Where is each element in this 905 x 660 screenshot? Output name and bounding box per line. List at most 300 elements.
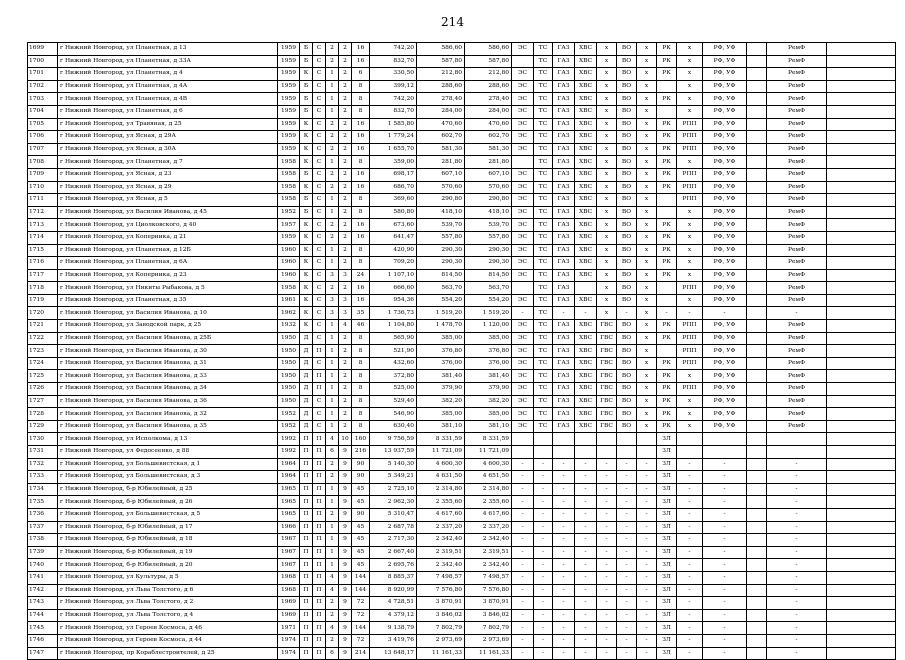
- cell-hot-water: х: [637, 43, 657, 56]
- cell-apartments: 8: [352, 156, 370, 169]
- cell-hot-water: х: [637, 282, 657, 295]
- cell-residential-area: 570,60: [465, 181, 512, 194]
- cell-wall-material: Б: [300, 80, 313, 93]
- cell-entrances: 1: [326, 483, 339, 496]
- cell-sewage: -: [617, 534, 637, 547]
- cell-apartments: 16: [352, 118, 370, 131]
- cell-maintenance-code: ЗЛ: [657, 546, 677, 559]
- cell-maintenance-code: -: [657, 307, 677, 320]
- cell-sewage: ВО: [617, 294, 637, 307]
- table-row: [28, 420, 896, 433]
- cell-apartments: 16: [352, 231, 370, 244]
- cell-total-area: 742,20: [370, 43, 417, 56]
- cell-residential-area: 4 651,50: [465, 471, 512, 484]
- cell-gas: ГАЗ: [553, 395, 575, 408]
- cell-heating: ТС: [534, 357, 553, 370]
- cell-floor-type: С: [313, 244, 326, 257]
- cell-floor-type: П: [313, 496, 326, 509]
- cell-address: г Нижний Новгород, ул Планетная, д 6А: [58, 257, 278, 270]
- cell-address: г Нижний Новгород, ул Коперника, д 23: [58, 269, 278, 282]
- cell-apartments: 16: [352, 219, 370, 232]
- cell-hot-water-flag: х: [597, 307, 617, 320]
- cell-hot-water-flag: х: [597, 143, 617, 156]
- cell-electric-supply: -: [512, 483, 534, 496]
- cell-wall-material: Б: [300, 55, 313, 68]
- cell-year-built: 1971: [278, 622, 300, 635]
- cell-funding-type: РФ, УФ: [703, 43, 747, 56]
- cell-row-number: 1724: [28, 357, 58, 370]
- cell-maintenance-code: РК: [657, 43, 677, 56]
- cell-address: г Нижний Новгород, пр Кораблестроителей, д 25: [58, 647, 278, 660]
- cell-sewage: ВО: [617, 231, 637, 244]
- cell-hot-water: -: [637, 634, 657, 647]
- cell-address: г Нижний Новгород, б-р Юбилейный, д 17: [58, 521, 278, 534]
- cell-living-area: 814,50: [417, 269, 465, 282]
- cell-electric-supply: ЭС: [512, 269, 534, 282]
- cell-floors: 2: [339, 43, 352, 56]
- cell-entrances: 1: [326, 395, 339, 408]
- cell-floor-type: П: [313, 647, 326, 660]
- cell-hot-water: -: [637, 622, 657, 635]
- cell-apartments: 24: [352, 269, 370, 282]
- cell-residential-area: 602,70: [465, 131, 512, 144]
- cell-living-area: 379,90: [417, 383, 465, 396]
- cell-residential-area: 381,10: [465, 420, 512, 433]
- cell-hot-water-flag: -: [597, 647, 617, 660]
- cell-hot-water: -: [637, 496, 657, 509]
- cell-residential-area: 7 576,80: [465, 584, 512, 597]
- cell-apartments: 144: [352, 622, 370, 635]
- cell-living-area: 1 478,70: [417, 320, 465, 333]
- cell-sewage: ВО: [617, 168, 637, 181]
- cell-living-area: 290,30: [417, 244, 465, 257]
- cell-electric-supply: [512, 446, 534, 459]
- cell-address: г Нижний Новгород, ул Василия Иванова, д 31: [58, 357, 278, 370]
- cell-living-area: 4 631,50: [417, 471, 465, 484]
- cell-entrances: 1: [326, 80, 339, 93]
- cell-empty-col: [747, 118, 767, 131]
- cell-floors: 2: [339, 55, 352, 68]
- cell-address: г Нижний Новгород, ул Ясная, д 30А: [58, 143, 278, 156]
- cell-repair-fund: РемФ: [767, 143, 827, 156]
- cell-heat-supply: х: [677, 206, 703, 219]
- table-row: [28, 143, 896, 156]
- cell-floor-type: С: [313, 206, 326, 219]
- cell-row-number: 1747: [28, 647, 58, 660]
- cell-wall-material: Б: [300, 93, 313, 106]
- cell-heat-supply: РПП: [677, 320, 703, 333]
- cell-hot-water-flag: -: [597, 521, 617, 534]
- cell-apartments: 16: [352, 55, 370, 68]
- cell-apartments: 16: [352, 143, 370, 156]
- cell-living-area: 2 319,51: [417, 546, 465, 559]
- cell-heating: -: [534, 647, 553, 660]
- cell-heat-supply: х: [677, 80, 703, 93]
- cell-note: [827, 219, 896, 232]
- cell-funding-type: -: [703, 534, 747, 547]
- cell-heating: -: [534, 483, 553, 496]
- cell-electric-supply: -: [512, 622, 534, 635]
- cell-hot-water: х: [637, 219, 657, 232]
- cell-empty-col: [747, 597, 767, 610]
- cell-repair-fund: -: [767, 471, 827, 484]
- cell-residential-area: 587,80: [465, 55, 512, 68]
- cell-living-area: 2 314,80: [417, 483, 465, 496]
- cell-empty-col: [747, 609, 767, 622]
- cell-row-number: 1735: [28, 496, 58, 509]
- cell-apartments: 8: [352, 206, 370, 219]
- cell-hot-water: х: [637, 68, 657, 81]
- cell-floor-type: С: [313, 55, 326, 68]
- cell-sewage: -: [617, 584, 637, 597]
- cell-apartments: 16: [352, 43, 370, 56]
- cell-maintenance-code: ЗЛ: [657, 634, 677, 647]
- cell-total-area: 529,40: [370, 395, 417, 408]
- cell-note: [827, 282, 896, 295]
- cell-heat-supply: х: [677, 370, 703, 383]
- cell-living-area: 539,70: [417, 219, 465, 232]
- cell-floor-type: П: [313, 471, 326, 484]
- cell-living-area: 4 600,30: [417, 458, 465, 471]
- cell-note: [827, 357, 896, 370]
- cell-floors: 2: [339, 420, 352, 433]
- cell-electric-supply: ЭС: [512, 395, 534, 408]
- cell-heating: -: [534, 496, 553, 509]
- cell-heat-supply: РПП: [677, 181, 703, 194]
- cell-hot-water: х: [637, 118, 657, 131]
- cell-funding-type: РФ, УФ: [703, 282, 747, 295]
- cell-row-number: 1700: [28, 55, 58, 68]
- table-row: [28, 534, 896, 547]
- cell-note: [827, 307, 896, 320]
- cell-repair-fund: РемФ: [767, 320, 827, 333]
- cell-residential-area: 385,00: [465, 408, 512, 421]
- cell-hot-water-flag: х: [597, 131, 617, 144]
- cell-empty-col: [747, 395, 767, 408]
- cell-note: [827, 546, 896, 559]
- cell-residential-area: 385,00: [465, 332, 512, 345]
- cell-maintenance-code: РК: [657, 181, 677, 194]
- cell-sewage: -: [617, 471, 637, 484]
- cell-gas: ГАЗ: [553, 357, 575, 370]
- table-row: [28, 622, 896, 635]
- cell-funding-type: РФ, УФ: [703, 320, 747, 333]
- cell-total-area: 432,60: [370, 357, 417, 370]
- cell-heat-supply: х: [677, 269, 703, 282]
- cell-year-built: 1959: [278, 55, 300, 68]
- cell-funding-type: -: [703, 622, 747, 635]
- cell-empty-col: [747, 634, 767, 647]
- cell-empty-col: [747, 156, 767, 169]
- cell-repair-fund: -: [767, 559, 827, 572]
- cell-wall-material: П: [300, 584, 313, 597]
- table-row: [28, 634, 896, 647]
- cell-hot-water: х: [637, 345, 657, 358]
- cell-repair-fund: -: [767, 609, 827, 622]
- cell-heating: ТС: [534, 156, 553, 169]
- table-row: [28, 496, 896, 509]
- cell-address: г Нижний Новгород, ул Василия Иванова, д 30: [58, 345, 278, 358]
- cell-note: [827, 231, 896, 244]
- table-row: [28, 118, 896, 131]
- cell-wall-material: К: [300, 244, 313, 257]
- cell-floor-type: П: [313, 634, 326, 647]
- cell-hot-water: -: [637, 597, 657, 610]
- cell-year-built: 1961: [278, 294, 300, 307]
- cell-heating: -: [534, 571, 553, 584]
- cell-floors: 2: [339, 231, 352, 244]
- cell-apartments: 16: [352, 181, 370, 194]
- cell-heating: ТС: [534, 269, 553, 282]
- cell-floor-type: С: [313, 93, 326, 106]
- cell-heat-supply: х: [677, 55, 703, 68]
- cell-living-area: 284,00: [417, 105, 465, 118]
- cell-gas: -: [553, 471, 575, 484]
- cell-address: г Нижний Новгород, ул Ясная, д 23: [58, 168, 278, 181]
- cell-hot-water-flag: х: [597, 257, 617, 270]
- cell-cold-water: -: [575, 307, 597, 320]
- cell-heat-supply: -: [677, 647, 703, 660]
- cell-hot-water: х: [637, 383, 657, 396]
- cell-entrances: 2: [326, 168, 339, 181]
- cell-entrances: 1: [326, 194, 339, 207]
- cell-year-built: 1992: [278, 446, 300, 459]
- cell-sewage: ВО: [617, 395, 637, 408]
- cell-empty-col: [747, 93, 767, 106]
- cell-electric-supply: -: [512, 634, 534, 647]
- cell-funding-type: -: [703, 647, 747, 660]
- cell-repair-fund: -: [767, 496, 827, 509]
- cell-funding-type: РФ, УФ: [703, 105, 747, 118]
- cell-funding-type: -: [703, 571, 747, 584]
- cell-year-built: 1969: [278, 597, 300, 610]
- cell-apartments: 35: [352, 307, 370, 320]
- table-row: [28, 105, 896, 118]
- cell-hot-water-flag: -: [597, 508, 617, 521]
- cell-floor-type: П: [313, 622, 326, 635]
- cell-floors: 2: [339, 194, 352, 207]
- cell-electric-supply: ЭС: [512, 408, 534, 421]
- cell-row-number: 1711: [28, 194, 58, 207]
- cell-hot-water-flag: ГВС: [597, 345, 617, 358]
- cell-year-built: 1968: [278, 571, 300, 584]
- cell-repair-fund: РемФ: [767, 294, 827, 307]
- cell-apartments: 8: [352, 194, 370, 207]
- cell-heating: ТС: [534, 257, 553, 270]
- cell-residential-area: 554,20: [465, 294, 512, 307]
- cell-hot-water-flag: х: [597, 282, 617, 295]
- cell-floor-type: С: [313, 231, 326, 244]
- table-row: [28, 181, 896, 194]
- table-row: [28, 307, 896, 320]
- cell-repair-fund: РемФ: [767, 55, 827, 68]
- cell-row-number: 1718: [28, 282, 58, 295]
- cell-row-number: 1734: [28, 483, 58, 496]
- table-row: [28, 231, 896, 244]
- table-row: [28, 521, 896, 534]
- cell-living-area: 587,80: [417, 55, 465, 68]
- cell-sewage: ВО: [617, 105, 637, 118]
- cell-floor-type: С: [313, 294, 326, 307]
- cell-living-area: 278,40: [417, 93, 465, 106]
- cell-entrances: 6: [326, 446, 339, 459]
- cell-cold-water: ХВС: [575, 320, 597, 333]
- cell-hot-water: -: [637, 471, 657, 484]
- cell-note: [827, 420, 896, 433]
- cell-address: г Нижний Новгород, ул Героев Космоса, д 46: [58, 622, 278, 635]
- cell-entrances: 4: [326, 584, 339, 597]
- cell-heating: ТС: [534, 282, 553, 295]
- cell-floor-type: П: [313, 508, 326, 521]
- cell-maintenance-code: ЗЛ: [657, 483, 677, 496]
- cell-floor-type: П: [313, 597, 326, 610]
- cell-sewage: -: [617, 571, 637, 584]
- cell-cold-water: -: [575, 584, 597, 597]
- cell-empty-col: [747, 357, 767, 370]
- cell-entrances: 1: [326, 105, 339, 118]
- housing-registry-table: [27, 42, 896, 660]
- cell-note: [827, 143, 896, 156]
- cell-repair-fund: -: [767, 597, 827, 610]
- cell-entrances: 1: [326, 357, 339, 370]
- table-row: [28, 546, 896, 559]
- cell-funding-type: РФ, УФ: [703, 408, 747, 421]
- cell-living-area: 385,00: [417, 408, 465, 421]
- cell-gas: -: [553, 647, 575, 660]
- cell-row-number: 1738: [28, 534, 58, 547]
- cell-total-area: 2 667,40: [370, 546, 417, 559]
- cell-hot-water: х: [637, 395, 657, 408]
- cell-address: г Нижний Новгород, ул Василия Иванова, д 34: [58, 383, 278, 396]
- cell-heating: ТС: [534, 143, 553, 156]
- cell-address: г Нижний Новгород, ул Ясная, д 29А: [58, 131, 278, 144]
- cell-note: [827, 269, 896, 282]
- cell-address: г Нижний Новгород, ул Большевистская, д 3: [58, 471, 278, 484]
- cell-cold-water: ХВС: [575, 43, 597, 56]
- cell-heating: ТС: [534, 320, 553, 333]
- cell-wall-material: П: [300, 597, 313, 610]
- table-row: [28, 345, 896, 358]
- cell-hot-water-flag: ГВС: [597, 357, 617, 370]
- cell-electric-supply: ЭС: [512, 345, 534, 358]
- cell-funding-type: РФ, УФ: [703, 219, 747, 232]
- cell-gas: ГАЗ: [553, 332, 575, 345]
- cell-cold-water: -: [575, 634, 597, 647]
- cell-sewage: ВО: [617, 219, 637, 232]
- cell-repair-fund: РемФ: [767, 332, 827, 345]
- cell-cold-water: ХВС: [575, 332, 597, 345]
- cell-address: г Нижний Новгород, ул Планетная, д 7: [58, 156, 278, 169]
- cell-heat-supply: -: [677, 534, 703, 547]
- table-row: [28, 219, 896, 232]
- cell-wall-material: К: [300, 294, 313, 307]
- cell-gas: ГАЗ: [553, 420, 575, 433]
- cell-sewage: ВО: [617, 131, 637, 144]
- cell-heating: ТС: [534, 68, 553, 81]
- cell-year-built: 1962: [278, 307, 300, 320]
- cell-heating: -: [534, 584, 553, 597]
- cell-hot-water: х: [637, 181, 657, 194]
- cell-wall-material: П: [300, 634, 313, 647]
- cell-sewage: ВО: [617, 55, 637, 68]
- cell-address: г Нижний Новгород, б-р Юбилейный, д 25: [58, 483, 278, 496]
- cell-hot-water-flag: х: [597, 168, 617, 181]
- cell-empty-col: [747, 219, 767, 232]
- cell-floors: 2: [339, 105, 352, 118]
- cell-total-area: 13 648,17: [370, 647, 417, 660]
- cell-hot-water: х: [637, 244, 657, 257]
- cell-sewage: ВО: [617, 332, 637, 345]
- cell-address: г Нижний Новгород, ул Большевистская, д 1: [58, 458, 278, 471]
- cell-total-area: 5 140,30: [370, 458, 417, 471]
- cell-cold-water: ХВС: [575, 80, 597, 93]
- cell-heat-supply: РПП: [677, 168, 703, 181]
- cell-hot-water-flag: х: [597, 156, 617, 169]
- cell-entrances: 2: [326, 471, 339, 484]
- cell-floors: 10: [339, 433, 352, 446]
- cell-entrances: 1: [326, 332, 339, 345]
- table-row: [28, 332, 896, 345]
- cell-row-number: 1739: [28, 546, 58, 559]
- cell-address: г Нижний Новгород, ул Культуры, д 5: [58, 571, 278, 584]
- cell-repair-fund: РемФ: [767, 93, 827, 106]
- cell-residential-area: 7 498,57: [465, 571, 512, 584]
- cell-entrances: 3: [326, 269, 339, 282]
- cell-entrances: 1: [326, 420, 339, 433]
- cell-floor-type: С: [313, 257, 326, 270]
- cell-total-area: 1 104,80: [370, 320, 417, 333]
- cell-wall-material: К: [300, 131, 313, 144]
- cell-residential-area: 2 337,20: [465, 521, 512, 534]
- cell-cold-water: ХВС: [575, 219, 597, 232]
- cell-maintenance-code: ЗЛ: [657, 559, 677, 572]
- cell-cold-water: -: [575, 534, 597, 547]
- cell-floors: 2: [339, 143, 352, 156]
- cell-floor-type: С: [313, 282, 326, 295]
- cell-address: г Нижний Новгород, ул Василия Иванова, д 25Б: [58, 332, 278, 345]
- cell-apartments: 214: [352, 647, 370, 660]
- cell-empty-col: [747, 143, 767, 156]
- cell-entrances: 2: [326, 597, 339, 610]
- cell-note: [827, 370, 896, 383]
- cell-hot-water: -: [637, 571, 657, 584]
- cell-wall-material: К: [300, 219, 313, 232]
- cell-hot-water: х: [637, 408, 657, 421]
- cell-cold-water: [575, 282, 597, 295]
- cell-floors: 2: [339, 282, 352, 295]
- cell-apartments: 6: [352, 68, 370, 81]
- cell-maintenance-code: ЗЛ: [657, 433, 677, 446]
- cell-hot-water-flag: х: [597, 118, 617, 131]
- cell-total-area: 8 885,37: [370, 571, 417, 584]
- cell-repair-fund: -: [767, 571, 827, 584]
- cell-hot-water: -: [637, 521, 657, 534]
- cell-row-number: 1730: [28, 433, 58, 446]
- cell-note: [827, 118, 896, 131]
- cell-entrances: 1: [326, 93, 339, 106]
- cell-hot-water: -: [637, 508, 657, 521]
- cell-entrances: 2: [326, 181, 339, 194]
- cell-year-built: 1967: [278, 559, 300, 572]
- cell-empty-col: [747, 244, 767, 257]
- cell-living-area: 376,80: [417, 345, 465, 358]
- cell-wall-material: П: [300, 433, 313, 446]
- cell-repair-fund: -: [767, 622, 827, 635]
- cell-row-number: 1725: [28, 370, 58, 383]
- cell-living-area: 557,80: [417, 231, 465, 244]
- cell-row-number: 1727: [28, 395, 58, 408]
- cell-year-built: 1957: [278, 219, 300, 232]
